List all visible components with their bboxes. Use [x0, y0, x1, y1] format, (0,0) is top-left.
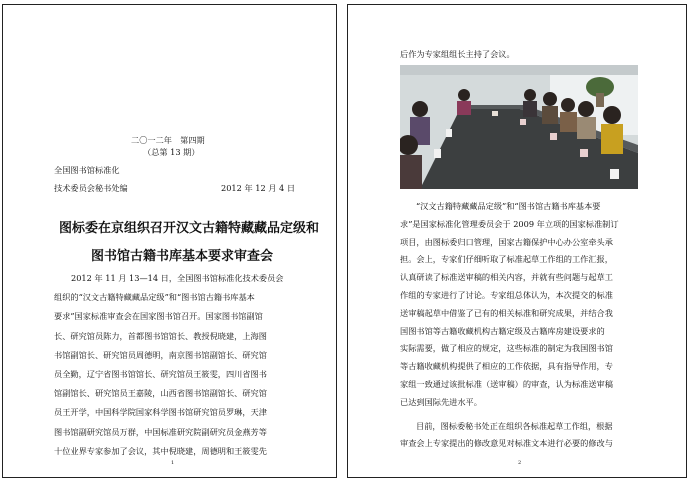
article-title-line-1: 图标委在京组织召开汉文古籍特藏藏品定级和 — [59, 221, 320, 236]
body-line: 长、研究馆员陈力，首都图书馆馆长、教授倪晓建，上海图 — [54, 330, 267, 341]
total-issue-line: （总第 13 期） — [143, 147, 200, 157]
continuation-line: 后作为专家组组长主持了会议。 — [400, 49, 515, 59]
body-line: 认真研读了标准送审稿的相关内容，并就有些问题与起草工 — [400, 272, 613, 283]
body-line: 目前，图标委秘书处正在组织各标准起草工作组，根据 — [416, 420, 613, 431]
page-number-2: 2 — [518, 460, 522, 466]
body-line: 要求”国家标准审查会在国家图书馆召开。国家图书馆副馆 — [54, 311, 263, 322]
body-line: 送审稿起草中借鉴了已有的相关标准和研究成果，并结合我 — [400, 307, 613, 318]
body-line: 组织的“汉文古籍特藏藏品定级”和“图书馆古籍书库基本 — [54, 292, 255, 303]
org-line-2: 技术委员会秘书处编 — [54, 183, 128, 193]
body-line: 已达到国际先进水平。 — [400, 396, 482, 407]
body-line: 员王开学，中国科学院国家科学图书馆研究馆员罗琳，天津 — [54, 407, 267, 418]
issue-line: 二〇一二年 第四期 — [131, 135, 205, 145]
document-page-1 — [2, 4, 337, 478]
article-title-line-2: 图书馆古籍书库基本要求审查会 — [91, 249, 274, 264]
body-line: 馆副馆长、研究馆员王嘉陵，山西省图书馆副馆长、研究馆 — [54, 388, 267, 399]
body-line: 审查会上专家提出的修改意见对标准文本进行必要的修改与 — [400, 438, 613, 449]
body-line: 书馆副馆长、研究馆员周德明，南京图书馆副馆长、研究馆 — [54, 349, 267, 360]
body-line: “汉文古籍特藏藏品定级”和“图书馆古籍书库基本要 — [416, 201, 601, 211]
body-line: 2012 年 11 月 13—14 日，全国图书馆标准化技术委员会 — [71, 273, 284, 283]
meeting-photo — [400, 65, 638, 189]
meeting-photo-image — [400, 65, 638, 189]
issue-date: 2012 年 12 月 4 日 — [221, 183, 296, 193]
body-line: 实际需要，做了相应的规定，这些标准的制定为我国图书馆 — [400, 343, 613, 354]
page-number-1: 1 — [171, 460, 175, 466]
body-line: 求”是国家标准化管理委员会于 2009 年立项的国家标准制订 — [400, 218, 619, 229]
body-line: 项目，由图标委归口管理，国家古籍保护中心办公室牵头承 — [400, 236, 613, 247]
body-line: 担。会上，专家们仔细听取了标准起草工作组的工作汇报， — [400, 254, 613, 265]
body-line: 图书馆副研究馆员万群，中国标准研究院副研究员金燕芳等 — [54, 426, 267, 437]
body-line: 国图书馆等古籍收藏机构古籍定级及古籍库房建设要求的 — [400, 325, 605, 336]
body-line: 员全勤，辽宁省图书馆馆长、研究馆员王筱雯，四川省图书 — [54, 369, 267, 379]
document-page-2 — [347, 4, 687, 478]
body-line: 家组一致通过该批标准（送审稿）的审查，认为标准送审稿 — [400, 379, 613, 389]
body-line: 作组的专家进行了讨论。专家组总体认为，本次提交的标准 — [400, 290, 613, 300]
body-line: 等古籍收藏机构提供了相应的工作依据，具有指导作用，专 — [400, 361, 613, 372]
body-line: 十位业界专家参加了会议，其中倪晓建，周德明和王筱雯先 — [54, 445, 267, 456]
org-line-1: 全国图书馆标准化 — [54, 165, 120, 175]
